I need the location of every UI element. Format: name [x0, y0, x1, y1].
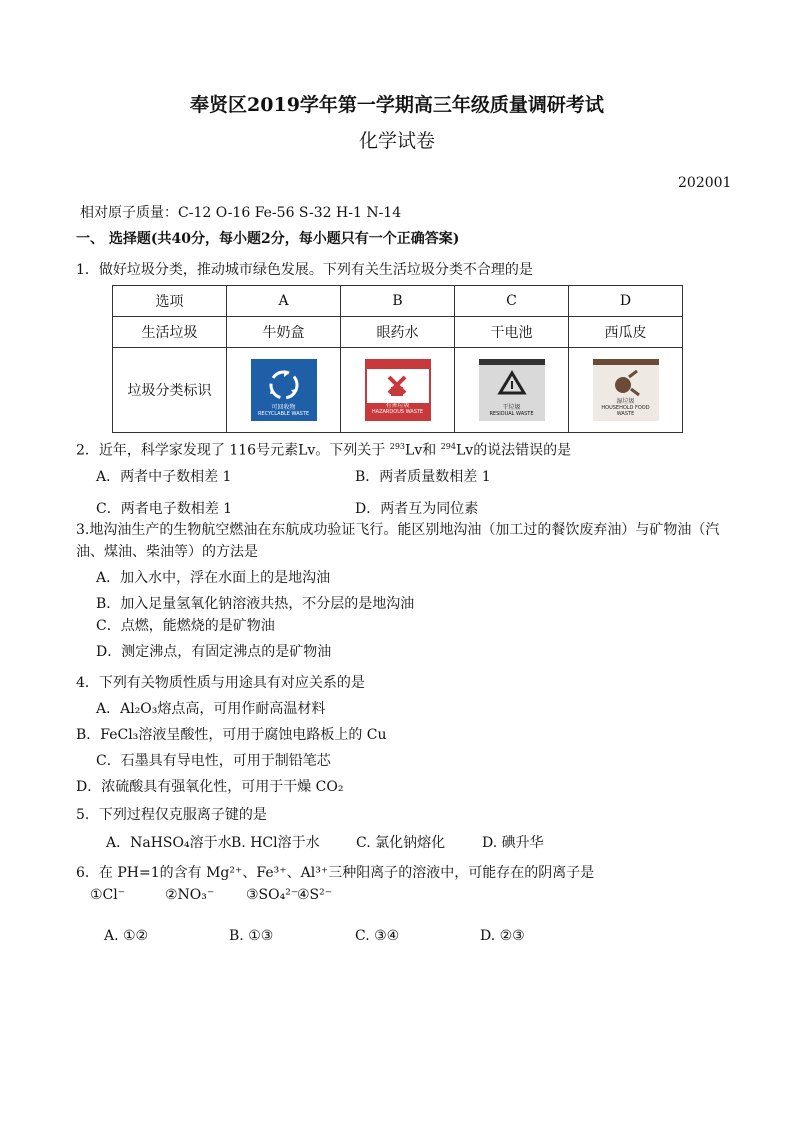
table-row: [113, 286, 683, 317]
q4-option-d: D．浓硫酸具有强氧化性，可用于干燥 CO₂: [76, 779, 344, 795]
bin-caption: [593, 396, 659, 417]
q2-option-b: B．两者质量数相差 1: [355, 469, 491, 485]
bin-caption: [251, 402, 317, 417]
item-watermelon-rind: 西瓜皮: [569, 317, 683, 348]
q5-stem: 5．下列过程仅克服离子键的是: [76, 807, 267, 823]
bin-label: 可回收物: [271, 404, 296, 411]
q3-option-a: A．加入水中，浮在水面上的是地沟油: [96, 570, 331, 586]
row-header-sign: 垃圾分类标识: [113, 348, 227, 433]
row-header-garbage: 生活垃圾: [113, 317, 227, 348]
q6-option-d: D. ②③: [480, 928, 525, 944]
row-header-option: 选项: [113, 286, 227, 317]
bin-sublabel: RECYCLABLE WASTE: [257, 411, 310, 417]
bin-label: 湿垃圾: [616, 398, 635, 405]
item-milk-box: 牛奶盒: [227, 317, 341, 348]
bin-sublabel: HOUSEHOLD FOOD WASTE: [601, 405, 650, 417]
q5-option-c: C. 氯化钠熔化: [356, 835, 446, 851]
q4-option-a: A．Al₂O₃熔点高，可用作耐高温材料: [96, 701, 326, 717]
q2-stem: [76, 438, 571, 460]
q6-option-c: C. ③④: [355, 928, 400, 944]
bin-recyclable: [227, 348, 341, 433]
q2-stem-mid: 和: [422, 442, 441, 459]
item-battery: 干电池: [455, 317, 569, 348]
bin-label: 有害垃圾: [385, 402, 410, 409]
q6-option-b: B. ①③: [229, 928, 274, 944]
bin-caption: [367, 400, 429, 415]
bin-label: 干垃圾: [502, 404, 521, 411]
q6-ion-3: ③SO₄²⁻: [246, 887, 299, 903]
q3-option-b: B．加入足量氢氧化钠溶液共热，不分层的是地沟油: [96, 596, 415, 612]
q2-option-a: A．两者中子数相差 1: [96, 469, 232, 485]
residual-sign: [479, 359, 545, 421]
bin-sublabel: HAZARDOUS WASTE: [371, 409, 424, 415]
q5-option-a: A．NaHSO₄溶于水: [106, 835, 232, 851]
bin-food: [569, 348, 683, 433]
exam-title: 奉贤区2019学年第一学期高三年级质量调研考试: [190, 94, 604, 116]
recyclable-sign: [251, 359, 317, 421]
section-heading: 一、 选择题(共40分，每小题2分，每小题只有一个正确答案): [76, 231, 460, 247]
q5-option-d: D. 碘升华: [482, 835, 544, 851]
hazardous-sign: [365, 359, 431, 421]
option-b: B: [341, 286, 455, 317]
isotope1-mass: 293: [389, 442, 406, 451]
food-waste-sign: [593, 359, 659, 421]
q4-option-b: B．FeCl₃溶液呈酸性，可用于腐蚀电路板上的 Cu: [76, 727, 387, 743]
q6-option-a: A. ①②: [104, 928, 149, 944]
q1-stem: 1．做好垃圾分类，推动城市绿色发展。下列有关生活垃圾分类不合理的是: [76, 262, 533, 278]
bin-caption: [479, 402, 545, 417]
q5-option-b: B. HCl溶于水: [231, 835, 320, 851]
q2-option-d: D．两者互为同位素: [355, 501, 479, 517]
table-row: [113, 348, 683, 433]
bin-sublabel: RESIDUAL WASTE: [489, 411, 534, 417]
table-row: [113, 317, 683, 348]
isotope2-mass: 294: [440, 442, 456, 451]
q3-option-c: C．点燃，能燃烧的是矿物油: [96, 618, 275, 634]
isotope1-symbol: Lv: [405, 442, 423, 459]
exam-subtitle: 化学试卷: [358, 130, 435, 152]
q2-option-c: C．两者电子数相差 1: [96, 501, 233, 517]
q6-ion-1: ①Cl⁻: [90, 887, 126, 903]
q2-stem-part1: 2．近年，科学家发现了 116号元素Lv。下列关于: [76, 442, 390, 459]
q6-ion-4: ④S²⁻: [297, 887, 333, 903]
q2-stem-part2: 的说法错误的是: [473, 442, 572, 459]
q3-stem-line1: 3.地沟油生产的生物航空燃油在东航成功验证飞行。能区别地沟油（加工过的餐饮废弃油）与矿物油（汽: [76, 522, 720, 538]
q4-option-c: C．石墨具有导电性，可用于制铅笔芯: [96, 753, 331, 769]
item-eye-drops: 眼药水: [341, 317, 455, 348]
option-d: D: [569, 286, 683, 317]
q3-stem-line2: 油、煤油、柴油等）的方法是: [76, 544, 258, 560]
q1-table: [112, 285, 683, 433]
q6-ion-2: ②NO₃⁻: [165, 887, 215, 903]
exam-code: 202001: [678, 175, 732, 191]
bin-residual: [455, 348, 569, 433]
atomic-mass-note: 相对原子质量：C-12 O-16 Fe-56 S-32 H-1 N-14: [80, 205, 402, 221]
option-c: C: [455, 286, 569, 317]
q6-stem: 6．在 PH=1的含有 Mg²⁺、Fe³⁺、Al³⁺三种阳离子的溶液中，可能存在的阴离子是: [76, 865, 595, 881]
isotope2-symbol: Lv: [455, 442, 474, 459]
option-a: A: [227, 286, 341, 317]
q3-option-d: D．测定沸点，有固定沸点的是矿物油: [96, 644, 332, 660]
bin-hazardous: [341, 348, 455, 433]
q4-stem: 4．下列有关物质性质与用途具有对应关系的是: [76, 675, 365, 691]
